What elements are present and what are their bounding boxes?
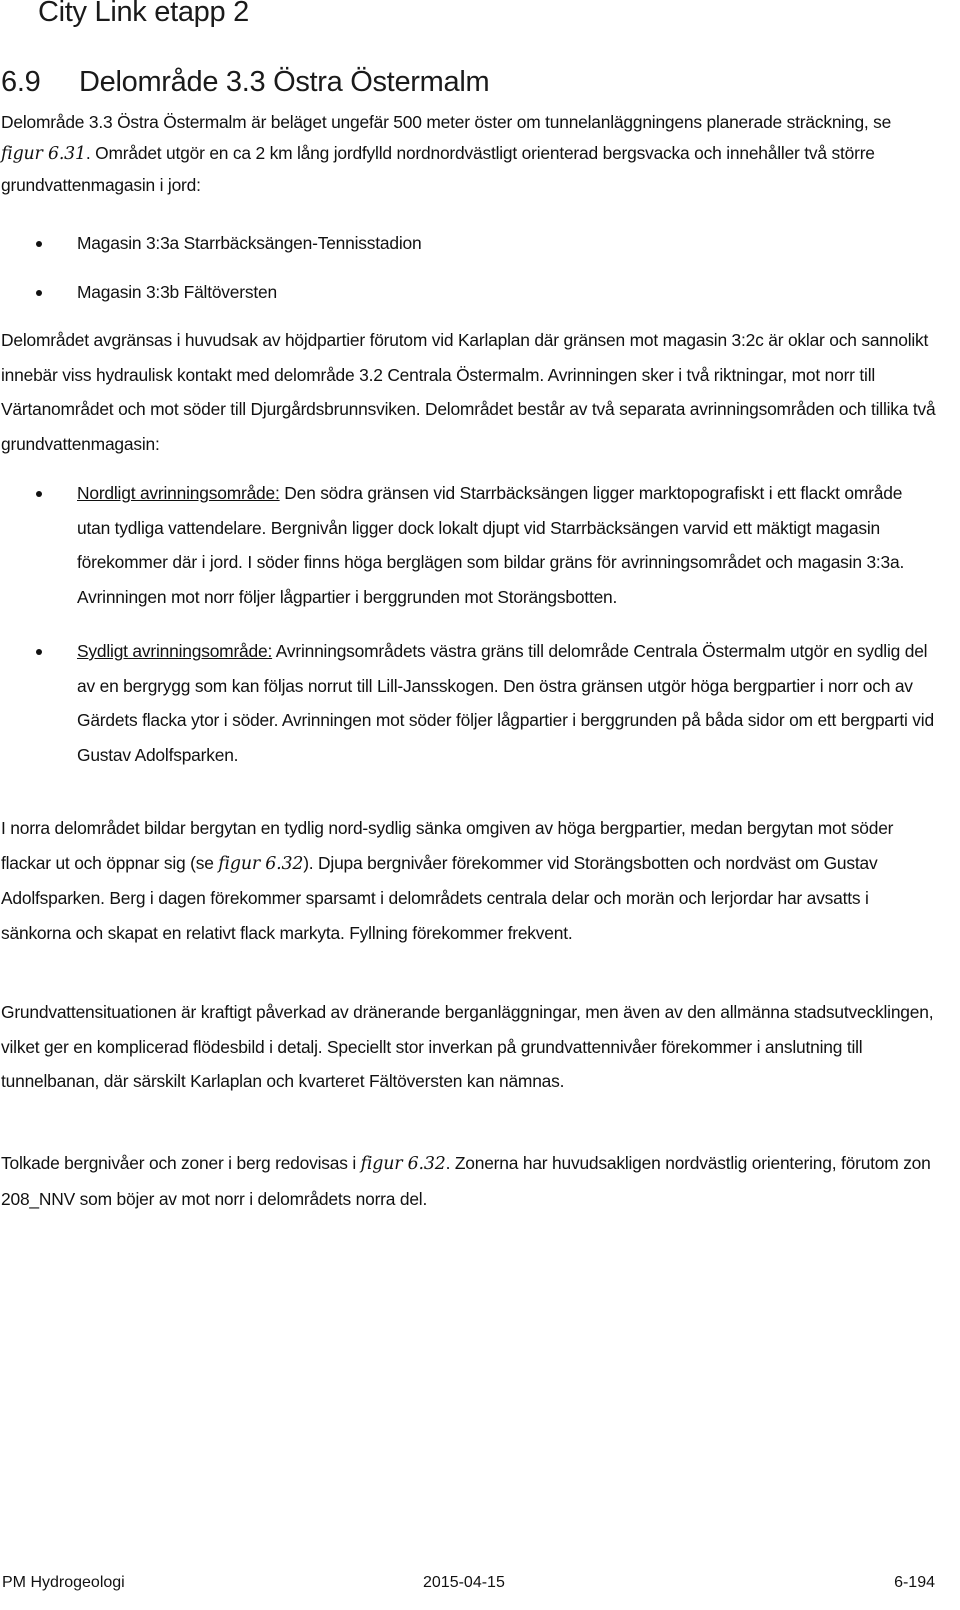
norra-text-before-ref: I norra delområdet bildar bergytan en tydlig nord-sydlig sänka omgiven av höga bergpartier, medan bergytan mot söder flackar ut och öppnar sig (se [1,818,894,873]
section-number: 6.9 [1,66,41,98]
magasin-item-text: Magasin 3:3b Fältöversten [77,281,277,302]
magasin-list [0,226,935,323]
document-header-title: City Link etapp 2 [38,0,249,28]
footer-document-name: PM Hydrogeologi [2,1574,125,1591]
figure-reference-link[interactable]: figur 6.32 [218,853,304,874]
area-description: Avrinningsområdets västra gräns till delområde Centrala Östermalm utgör en sydlig del av en bergrygg som kan följas norrut till Lill-Jansskogen. Den östra gränsen utgör höga bergpartier i norr och av Gärdets flacka ytor i söder. Avrinningen mot söder följer lågpartier i berggrunden på båda sidor om ett bergparti vid Gustav Adolfsparken. [77,641,934,765]
norra-delomradet-paragraph [1,811,936,950]
intro-text-before-ref: Delområde 3.3 Östra Östermalm är beläget ungefär 500 meter öster om tunnelanläggningens planerade sträckning, se [1,112,892,132]
section-title: Delområde 3.3 Östra Östermalm [79,66,490,98]
list-item [0,226,935,261]
area-label: Nordligt avrinningsområde: [77,483,280,503]
bullet-icon [36,649,42,655]
footer-page-number: 6-194 [894,1574,935,1591]
grundvatten-paragraph: Grundvattensituationen är kraftigt påverkad av dränerande berganläggningar, men även av den allmänna stadsutvecklingen, vilket ger en komplicerad flödesbild i detalj. Speciellt stor inverkan på grundvattennivåer förekommer i anslutning till tunnelbanan, där särskilt Karlaplan och kvarteret Fältöversten kan nämnas. [1,1002,934,1091]
catchment-area-list [0,476,935,792]
tolkade-text-before-ref: Tolkade bergnivåer och zoner i berg redovisas i [1,1153,361,1173]
tolkade-text-after-ref: . Zonerna har huvudsakligen nordvästlig orientering, förutom zon 208_NNV som böjer av mot norr i delområdets norra del. [1,1153,931,1209]
list-item [0,476,935,614]
delomradet-paragraph: Delområdet avgränsas i huvudsak av höjdpartier förutom vid Karlaplan där gränsen mot magasin 3:2c är oklar och sannolikt innebär viss hydraulisk kontakt med delområde 3.2 Centrala Östermalm. Avrinningen sker i två riktningar, mot norr till Värtanområdet och mot söder till Djurgårdsbrunnsviken. Delområdet består av två separata avrinningsområden och tillika två grundvattenmagasin: [1,330,936,454]
area-description: Den södra gränsen vid Starrbäcksängen ligger marktopografiskt i ett flackt område utan tydliga vattendelare. Bergnivån ligger dock lokalt djupt vid Starrbäcksängen varvid ett mäktigt magasin förekommer där i jord. I söder finns höga berglägen som bildar gräns för avrinningsområdet och magasin 3:3a. Avrinningen mot norr följer lågpartier i berggrunden mot Storängsbotten. [77,483,905,607]
figure-reference-link[interactable]: figur 6.31 [1,144,86,164]
tolkade-bergnivaer-paragraph [1,1146,936,1216]
norra-text-after-ref: ). Djupa bergnivåer förekommer vid Storängsbotten och nordväst om Gustav Adolfsparken. Berg i dagen förekommer sparsamt i delområdets centrala delar och morän och lerjordar har avsatts i sänkorna och skapat en relativt flack markyta. Fyllning förekommer frekvent. [1,852,878,943]
bullet-icon [36,290,42,296]
bullet-icon [36,491,42,497]
magasin-item-text: Magasin 3:3a Starrbäcksängen-Tennisstadion [77,233,422,253]
footer-date: 2015-04-15 [423,1574,505,1591]
list-item [0,275,935,310]
page-footer [0,1574,935,1598]
intro-text-after-ref: . Området utgör en ca 2 km lång jordfylld nordnordvästligt orienterad bergsvacka och innehåller två större grundvattenmagasin i jord: [1,143,875,195]
intro-paragraph [1,107,936,201]
list-item [0,634,935,772]
area-label: Sydligt avrinningsområde: [77,641,273,661]
figure-reference-link[interactable]: figur 6.32 [360,1154,446,1174]
section-heading [1,66,489,99]
bullet-icon [36,241,42,247]
